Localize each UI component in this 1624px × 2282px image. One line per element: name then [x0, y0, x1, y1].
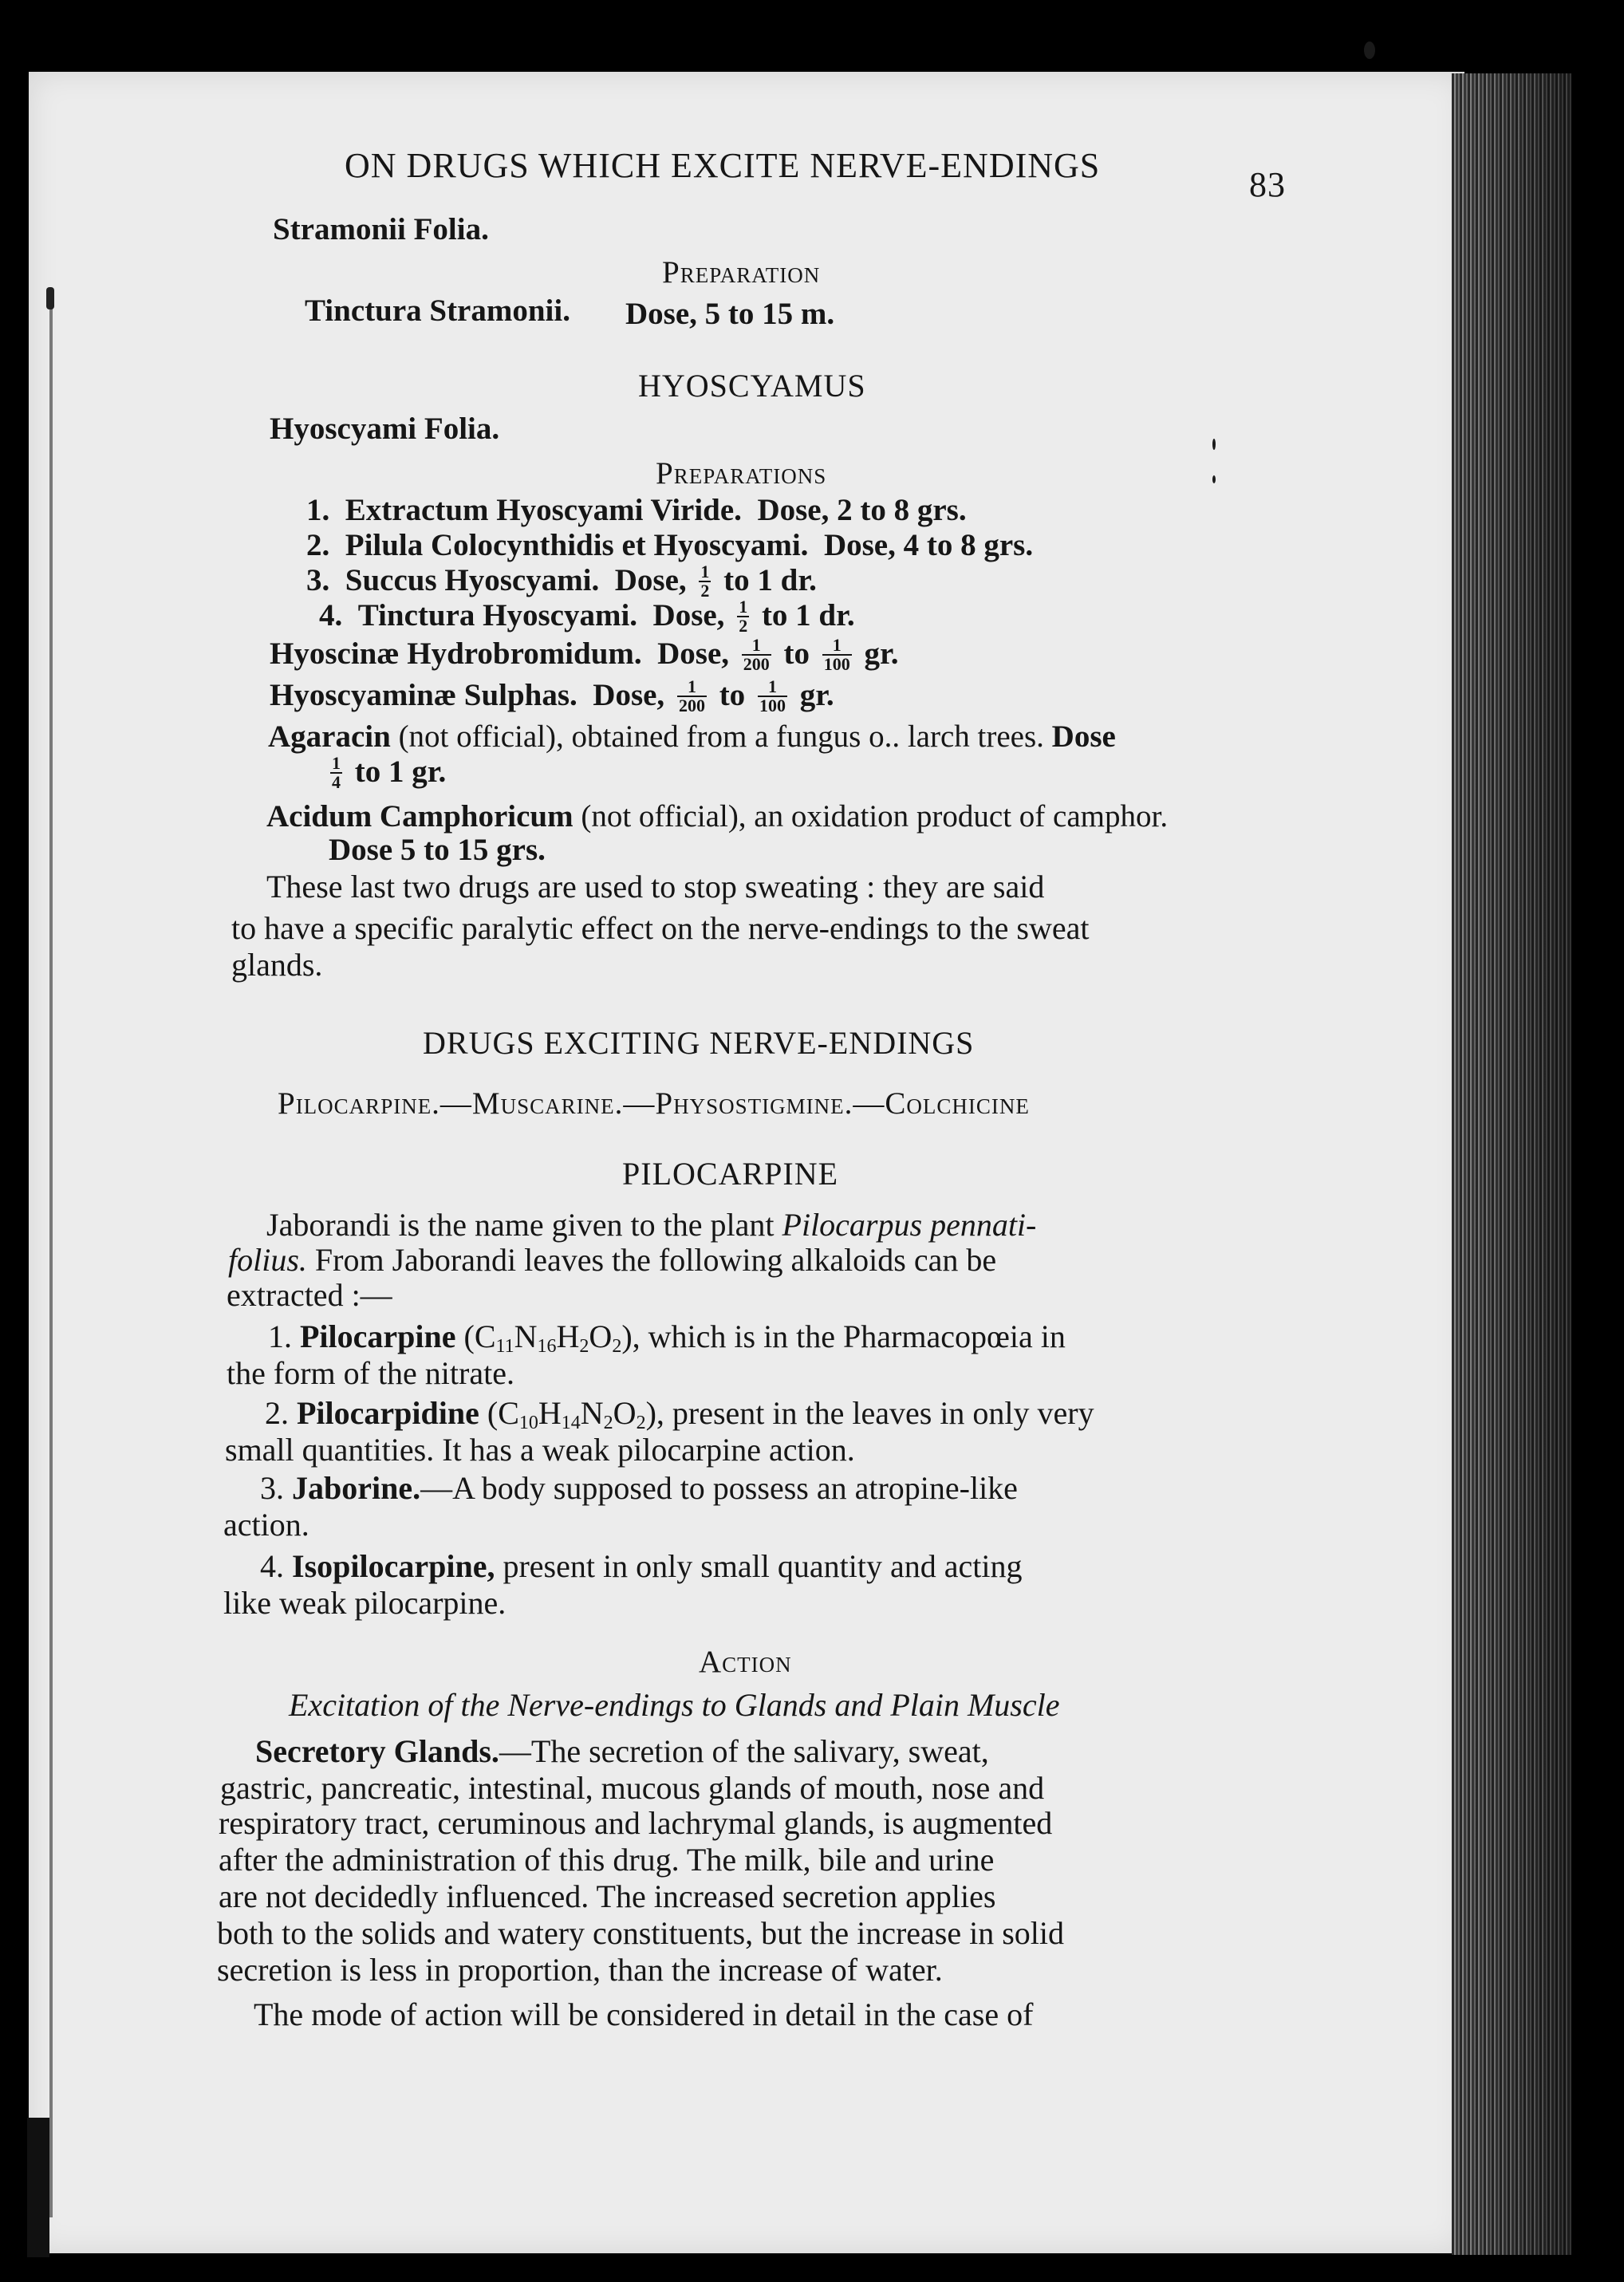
plant-name: Pilocarpus pennati- — [782, 1207, 1037, 1243]
formula-subscript: 2 — [636, 1413, 646, 1433]
alkaloid-2 — [265, 1395, 1094, 1433]
fraction — [677, 678, 707, 715]
hyoscyamine-dose-label: Dose, — [593, 678, 665, 712]
formula-subscript: 2 — [579, 1336, 589, 1357]
alkaloid-name: Pilocarpine — [300, 1318, 456, 1354]
camphoric-dose: Dose 5 to 15 grs. — [329, 833, 546, 867]
fraction — [742, 637, 771, 673]
dose-unit: gr. — [799, 678, 834, 712]
hyoscine-line — [270, 635, 899, 675]
hyoscine-dose-label: Dose, — [657, 637, 730, 671]
fraction — [330, 755, 342, 791]
running-head-title: ON DRUGS WHICH EXCITE NERVE-ENDINGS — [345, 146, 1101, 185]
prep-item-name: Pilula Colocynthidis et Hyoscyami. — [345, 528, 809, 562]
fraction-numerator: 1 — [700, 562, 710, 582]
fraction-denominator: 100 — [823, 654, 850, 675]
gutter-base-shadow — [27, 2118, 49, 2257]
fraction-numerator: 1 — [742, 637, 771, 656]
formula-part: (C — [463, 1318, 496, 1354]
fraction-numerator: 1 — [677, 678, 707, 697]
action-line-2: gastric, pancreatic, intestinal, mucous glands of mouth, nose and — [220, 1770, 1045, 1806]
fraction — [737, 598, 749, 635]
alkaloid-number: 4. — [260, 1548, 284, 1584]
dose-unit: gr. — [864, 637, 899, 671]
formula-subscript: 16 — [537, 1336, 557, 1357]
alkaloid-number: 1. — [268, 1318, 292, 1354]
section-heading: DRUGS EXCITING NERVE-ENDINGS — [423, 1025, 975, 1061]
agaracin-line — [268, 721, 1116, 752]
prep-item-dose-label: Dose, — [652, 598, 725, 633]
agaracin-description: (not official), obtained from a fungus o.. larch trees. — [398, 719, 1044, 754]
intro-text: Jaborandi is the name given to the plant — [266, 1207, 775, 1243]
alkaloid-description: present in only small quantity and acting — [503, 1548, 1023, 1584]
fraction-denominator: 4 — [332, 772, 341, 793]
camphoric-line — [266, 801, 1168, 832]
formula-subscript: 11 — [495, 1336, 514, 1357]
formula-part: H — [556, 1318, 580, 1354]
prep-item-number: 2. — [306, 528, 330, 562]
alkaloid-name: Isopilocarpine, — [292, 1548, 495, 1584]
action-line-7: secretion is less in proportion, than the increase of water. — [217, 1952, 943, 1988]
tinctura-stramonii: Tinctura Stramonii. — [305, 294, 570, 328]
alkaloid-formula — [463, 1318, 622, 1357]
hyoscyamus-heading: HYOSCYAMUS — [638, 368, 866, 404]
alkaloid-description: ), which is in the Pharmacopœia in — [621, 1318, 1066, 1354]
formula-subscript: 14 — [561, 1413, 581, 1433]
fraction-denominator: 200 — [678, 696, 705, 716]
formula-subscript: 2 — [612, 1336, 622, 1357]
to-word: to — [719, 678, 746, 712]
secretory-label: Secretory Glands. — [255, 1733, 499, 1769]
agaracin-dose-rest: to 1 gr. — [354, 755, 447, 789]
page-number: 83 — [1249, 165, 1286, 204]
formula-part: N — [580, 1395, 604, 1431]
fraction-numerator: 1 — [822, 637, 852, 656]
pilocarpine-heading: PILOCARPINE — [622, 1156, 839, 1192]
formula-part: O — [589, 1318, 613, 1354]
secretory-text: —The secretion of the salivary, sweat, — [499, 1733, 989, 1769]
sweat-paragraph-line-1: These last two drugs are used to stop sweating : they are said — [266, 869, 1045, 905]
fraction-denominator: 2 — [700, 581, 710, 601]
formula-part: H — [538, 1395, 562, 1431]
dust-speck — [1364, 41, 1375, 59]
stramonii-folia: Stramonii Folia. — [273, 212, 489, 246]
preparation-heading: Preparation — [662, 255, 821, 290]
action-line-5: are not decidedly influenced. The increased secretion applies — [219, 1878, 996, 1914]
prep-item-dose-rest: to 1 dr. — [761, 598, 855, 633]
plant-name-end: folius. — [228, 1242, 307, 1278]
prep-item-4 — [319, 597, 855, 637]
action-line-6: both to the solids and watery constituents, but the increase in solid — [217, 1915, 1065, 1951]
agaracin-dose-label: Dose — [1051, 719, 1116, 754]
fraction-numerator: 1 — [758, 678, 787, 697]
prep-item-number: 1. — [306, 493, 330, 527]
camphoric-description: (not official), an oxidation product of camphor. — [581, 799, 1169, 834]
fraction-denominator: 200 — [743, 654, 770, 675]
prep-item-number: 4. — [319, 598, 343, 633]
alkaloid-3 — [260, 1472, 1018, 1504]
alkaloid-4-line-2: like weak pilocarpine. — [223, 1585, 507, 1621]
fraction — [699, 563, 711, 600]
alkaloid-name: Jaborine. — [292, 1470, 421, 1506]
action-line-4: after the administration of this drug. The milk, bile and urine — [219, 1842, 995, 1878]
prep-item-name: Succus Hyoscyami. — [345, 563, 600, 597]
preparations-heading: Preparations — [656, 456, 827, 491]
action-line-3: respiratory tract, ceruminous and lachrymal glands, is augmented — [219, 1805, 1053, 1841]
alkaloid-description: —A body supposed to possess an atropine-like — [420, 1470, 1018, 1506]
prep-item-dose-label: Dose, — [614, 563, 687, 597]
alkaloid-4 — [260, 1548, 1023, 1584]
fraction — [822, 637, 852, 673]
formula-part: O — [613, 1395, 637, 1431]
alkaloid-formula — [487, 1395, 646, 1431]
prep-item-name: Tinctura Hyoscyami. — [357, 598, 638, 633]
prep-item-dose: Dose, 4 to 8 grs. — [823, 528, 1034, 562]
fraction-numerator: 1 — [332, 753, 341, 774]
hyoscyami-folia: Hyoscyami Folia. — [270, 412, 500, 446]
fraction-numerator: 1 — [739, 597, 748, 617]
agaracin-dose — [325, 753, 447, 793]
alkaloid-name: Pilocarpidine — [297, 1395, 479, 1431]
page-edge-shadow — [1452, 73, 1571, 2255]
intro-text: From Jaborandi leaves the following alkaloids can be — [314, 1242, 997, 1278]
alkaloid-number: 3. — [260, 1470, 284, 1506]
pilocarpine-intro-line-2 — [228, 1244, 996, 1276]
prep-item-number: 3. — [306, 563, 330, 597]
alkaloid-1-line-2: the form of the nitrate. — [227, 1355, 514, 1391]
fraction-denominator: 100 — [759, 696, 786, 716]
to-word: to — [783, 637, 810, 671]
fraction — [758, 678, 787, 715]
prep-item-name: Extractum Hyoscyami Viride. — [345, 493, 742, 527]
formula-subscript: 10 — [518, 1413, 538, 1433]
binding-mark — [46, 287, 54, 309]
formula-part: (C — [487, 1395, 519, 1431]
secretory-line-1 — [255, 1733, 989, 1769]
pilocarpine-intro-line-1 — [266, 1209, 1036, 1241]
action-heading: Action — [699, 1645, 792, 1679]
prep-item-2 — [306, 530, 1033, 561]
alkaloid-number: 2. — [265, 1395, 289, 1431]
alkaloid-2-line-2: small quantities. It has a weak pilocarpine action. — [225, 1432, 855, 1468]
tinctura-stramonii-dose: Dose, 5 to 15 m. — [625, 297, 835, 331]
agaracin-name: Agaracin — [268, 719, 391, 754]
hyoscyamine-name: Hyoscyaminæ Sulphas. — [270, 678, 577, 712]
action-subheading: Excitation of the Nerve-endings to Glands and Plain Muscle — [289, 1687, 1060, 1723]
hyoscyamine-line — [270, 676, 834, 716]
formula-subscript: 2 — [603, 1413, 613, 1433]
camphoric-name: Acidum Camphoricum — [266, 799, 574, 834]
prep-item-dose: Dose, 2 to 8 grs. — [757, 493, 967, 527]
action-last-line: The mode of action will be considered in detail in the case of — [254, 1996, 1034, 2032]
sweat-paragraph-line-3: glands. — [231, 947, 323, 983]
hyoscine-name: Hyoscinæ Hydrobromidum. — [270, 637, 642, 671]
alkaloid-3-line-2: action. — [223, 1507, 309, 1543]
formula-part: N — [514, 1318, 538, 1354]
prep-item-1 — [306, 495, 967, 526]
sweat-paragraph-line-2: to have a specific paralytic effect on the nerve-endings to the sweat — [231, 910, 1090, 946]
gutter-shadow — [49, 303, 53, 2217]
alkaloid-description: ), present in the leaves in only very — [645, 1395, 1094, 1431]
fraction-denominator: 2 — [739, 616, 748, 637]
alkaloid-1 — [268, 1318, 1066, 1357]
pilocarpine-intro-line-3: extracted :— — [227, 1277, 392, 1313]
section-subheading: Pilocarpine.—Muscarine.—Physostigmine.—Colchicine — [278, 1086, 1030, 1121]
prep-item-dose-rest: to 1 dr. — [723, 563, 817, 597]
dust-speck — [1212, 475, 1216, 483]
dust-speck — [1212, 439, 1216, 450]
